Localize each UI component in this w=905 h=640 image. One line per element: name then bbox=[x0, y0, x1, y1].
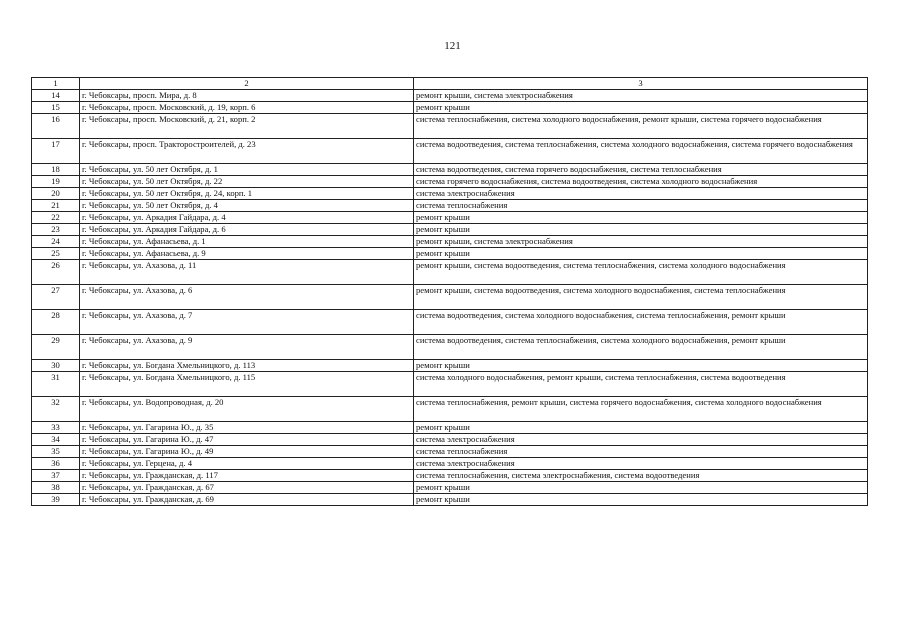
address-cell: г. Чебоксары, ул. Гагарина Ю., д. 49 bbox=[80, 446, 414, 458]
works-cell: ремонт крыши, система электроснабжения bbox=[414, 236, 868, 248]
address-cell: г. Чебоксары, ул. Ахазова, д. 11 bbox=[80, 260, 414, 285]
row-number-cell: 34 bbox=[32, 434, 80, 446]
row-number-cell: 26 bbox=[32, 260, 80, 285]
table-row bbox=[32, 360, 868, 372]
row-number-cell: 24 bbox=[32, 236, 80, 248]
table-row bbox=[32, 188, 868, 200]
table-row bbox=[32, 114, 868, 139]
table-row bbox=[32, 458, 868, 470]
table-header-row bbox=[32, 78, 868, 90]
row-number-cell: 28 bbox=[32, 310, 80, 335]
works-cell: система теплоснабжения bbox=[414, 446, 868, 458]
row-number-cell: 15 bbox=[32, 102, 80, 114]
row-number-cell: 31 bbox=[32, 372, 80, 397]
row-number-cell: 32 bbox=[32, 397, 80, 422]
address-cell: г. Чебоксары, ул. Богдана Хмельницкого, д. 115 bbox=[80, 372, 414, 397]
address-cell: г. Чебоксары, ул. Гражданская, д. 69 bbox=[80, 494, 414, 506]
works-cell: ремонт крыши bbox=[414, 360, 868, 372]
table-row bbox=[32, 248, 868, 260]
houses-repair-table bbox=[31, 77, 868, 506]
row-number-cell: 23 bbox=[32, 224, 80, 236]
row-number-cell: 30 bbox=[32, 360, 80, 372]
table-row bbox=[32, 164, 868, 176]
table-row bbox=[32, 102, 868, 114]
works-cell: система электроснабжения bbox=[414, 188, 868, 200]
address-cell: г. Чебоксары, просп. Тракторостроителей, д. 23 bbox=[80, 139, 414, 164]
table-row bbox=[32, 212, 868, 224]
row-number-cell: 37 bbox=[32, 470, 80, 482]
row-number-cell: 14 bbox=[32, 90, 80, 102]
table-row bbox=[32, 236, 868, 248]
works-cell: ремонт крыши bbox=[414, 482, 868, 494]
works-cell: система водоотведения, система горячего водоснабжения, система теплоснабжения bbox=[414, 164, 868, 176]
row-number-cell: 17 bbox=[32, 139, 80, 164]
column-header-number: 1 bbox=[32, 78, 80, 90]
address-cell: г. Чебоксары, ул. Ахазова, д. 9 bbox=[80, 335, 414, 360]
works-cell: ремонт крыши bbox=[414, 224, 868, 236]
table-row bbox=[32, 434, 868, 446]
address-cell: г. Чебоксары, ул. Герцена, д. 4 bbox=[80, 458, 414, 470]
table-row bbox=[32, 470, 868, 482]
column-header-address: 2 bbox=[80, 78, 414, 90]
row-number-cell: 39 bbox=[32, 494, 80, 506]
address-cell: г. Чебоксары, ул. 50 лет Октября, д. 4 bbox=[80, 200, 414, 212]
works-cell: система теплоснабжения, ремонт крыши, система горячего водоснабжения, система холодного водоснабжения bbox=[414, 397, 868, 422]
works-cell: система водоотведения, система холодного водоснабжения, система теплоснабжения, ремонт крыши bbox=[414, 310, 868, 335]
works-cell: система водоотведения, система теплоснабжения, система холодного водоснабжения, система горячего водоснабжения bbox=[414, 139, 868, 164]
page-number: 121 bbox=[444, 40, 461, 52]
address-cell: г. Чебоксары, ул. Гражданская, д. 67 bbox=[80, 482, 414, 494]
address-cell: г. Чебоксары, ул. Афанасьева, д. 1 bbox=[80, 236, 414, 248]
works-cell: ремонт крыши bbox=[414, 494, 868, 506]
row-number-cell: 20 bbox=[32, 188, 80, 200]
row-number-cell: 22 bbox=[32, 212, 80, 224]
works-cell: система теплоснабжения, система холодного водоснабжения, ремонт крыши, система горячего водоснабжения bbox=[414, 114, 868, 139]
address-cell: г. Чебоксары, ул. Богдана Хмельницкого, д. 113 bbox=[80, 360, 414, 372]
table-row bbox=[32, 139, 868, 164]
works-cell: ремонт крыши, система электроснабжения bbox=[414, 90, 868, 102]
table-row bbox=[32, 397, 868, 422]
address-cell: г. Чебоксары, ул. Афанасьева, д. 9 bbox=[80, 248, 414, 260]
works-cell: система водоотведения, система теплоснабжения, система холодного водоснабжения, ремонт крыши bbox=[414, 335, 868, 360]
row-number-cell: 27 bbox=[32, 285, 80, 310]
table-row bbox=[32, 90, 868, 102]
row-number-cell: 38 bbox=[32, 482, 80, 494]
works-cell: система электроснабжения bbox=[414, 458, 868, 470]
address-cell: г. Чебоксары, ул. 50 лет Октября, д. 24, корп. 1 bbox=[80, 188, 414, 200]
table-row bbox=[32, 224, 868, 236]
table-row bbox=[32, 176, 868, 188]
works-cell: система теплоснабжения bbox=[414, 200, 868, 212]
table-row bbox=[32, 200, 868, 212]
row-number-cell: 25 bbox=[32, 248, 80, 260]
address-cell: г. Чебоксары, ул. Аркадия Гайдара, д. 4 bbox=[80, 212, 414, 224]
row-number-cell: 21 bbox=[32, 200, 80, 212]
table-row bbox=[32, 446, 868, 458]
row-number-cell: 29 bbox=[32, 335, 80, 360]
column-header-works: 3 bbox=[414, 78, 868, 90]
address-cell: г. Чебоксары, ул. 50 лет Октября, д. 22 bbox=[80, 176, 414, 188]
address-cell: г. Чебоксары, ул. Гражданская, д. 117 bbox=[80, 470, 414, 482]
works-cell: ремонт крыши bbox=[414, 422, 868, 434]
works-cell: система теплоснабжения, система электроснабжения, система водоотведения bbox=[414, 470, 868, 482]
table-row bbox=[32, 482, 868, 494]
address-cell: г. Чебоксары, просп. Московский, д. 19, корп. 6 bbox=[80, 102, 414, 114]
address-cell: г. Чебоксары, ул. Водопроводная, д. 20 bbox=[80, 397, 414, 422]
row-number-cell: 16 bbox=[32, 114, 80, 139]
address-cell: г. Чебоксары, ул. 50 лет Октября, д. 1 bbox=[80, 164, 414, 176]
table-row bbox=[32, 494, 868, 506]
table-row bbox=[32, 260, 868, 285]
address-cell: г. Чебоксары, ул. Ахазова, д. 7 bbox=[80, 310, 414, 335]
address-cell: г. Чебоксары, ул. Гагарина Ю., д. 35 bbox=[80, 422, 414, 434]
works-cell: ремонт крыши, система водоотведения, система холодного водоснабжения, система теплоснабжения bbox=[414, 285, 868, 310]
works-cell: ремонт крыши, система водоотведения, система теплоснабжения, система холодного водоснабжения bbox=[414, 260, 868, 285]
row-number-cell: 36 bbox=[32, 458, 80, 470]
table-row bbox=[32, 310, 868, 335]
works-cell: система электроснабжения bbox=[414, 434, 868, 446]
works-cell: ремонт крыши bbox=[414, 248, 868, 260]
address-cell: г. Чебоксары, ул. Аркадия Гайдара, д. 6 bbox=[80, 224, 414, 236]
row-number-cell: 18 bbox=[32, 164, 80, 176]
works-cell: ремонт крыши bbox=[414, 212, 868, 224]
address-cell: г. Чебоксары, просп. Мира, д. 8 bbox=[80, 90, 414, 102]
row-number-cell: 33 bbox=[32, 422, 80, 434]
address-cell: г. Чебоксары, ул. Ахазова, д. 6 bbox=[80, 285, 414, 310]
works-cell: ремонт крыши bbox=[414, 102, 868, 114]
row-number-cell: 35 bbox=[32, 446, 80, 458]
works-cell: система горячего водоснабжения, система водоотведения, система холодного водоснабжения bbox=[414, 176, 868, 188]
table-row bbox=[32, 422, 868, 434]
table-row bbox=[32, 285, 868, 310]
table-row bbox=[32, 335, 868, 360]
table-row bbox=[32, 372, 868, 397]
row-number-cell: 19 bbox=[32, 176, 80, 188]
address-cell: г. Чебоксары, ул. Гагарина Ю., д. 47 bbox=[80, 434, 414, 446]
works-cell: система холодного водоснабжения, ремонт крыши, система теплоснабжения, система водоотведения bbox=[414, 372, 868, 397]
address-cell: г. Чебоксары, просп. Московский, д. 21, корп. 2 bbox=[80, 114, 414, 139]
